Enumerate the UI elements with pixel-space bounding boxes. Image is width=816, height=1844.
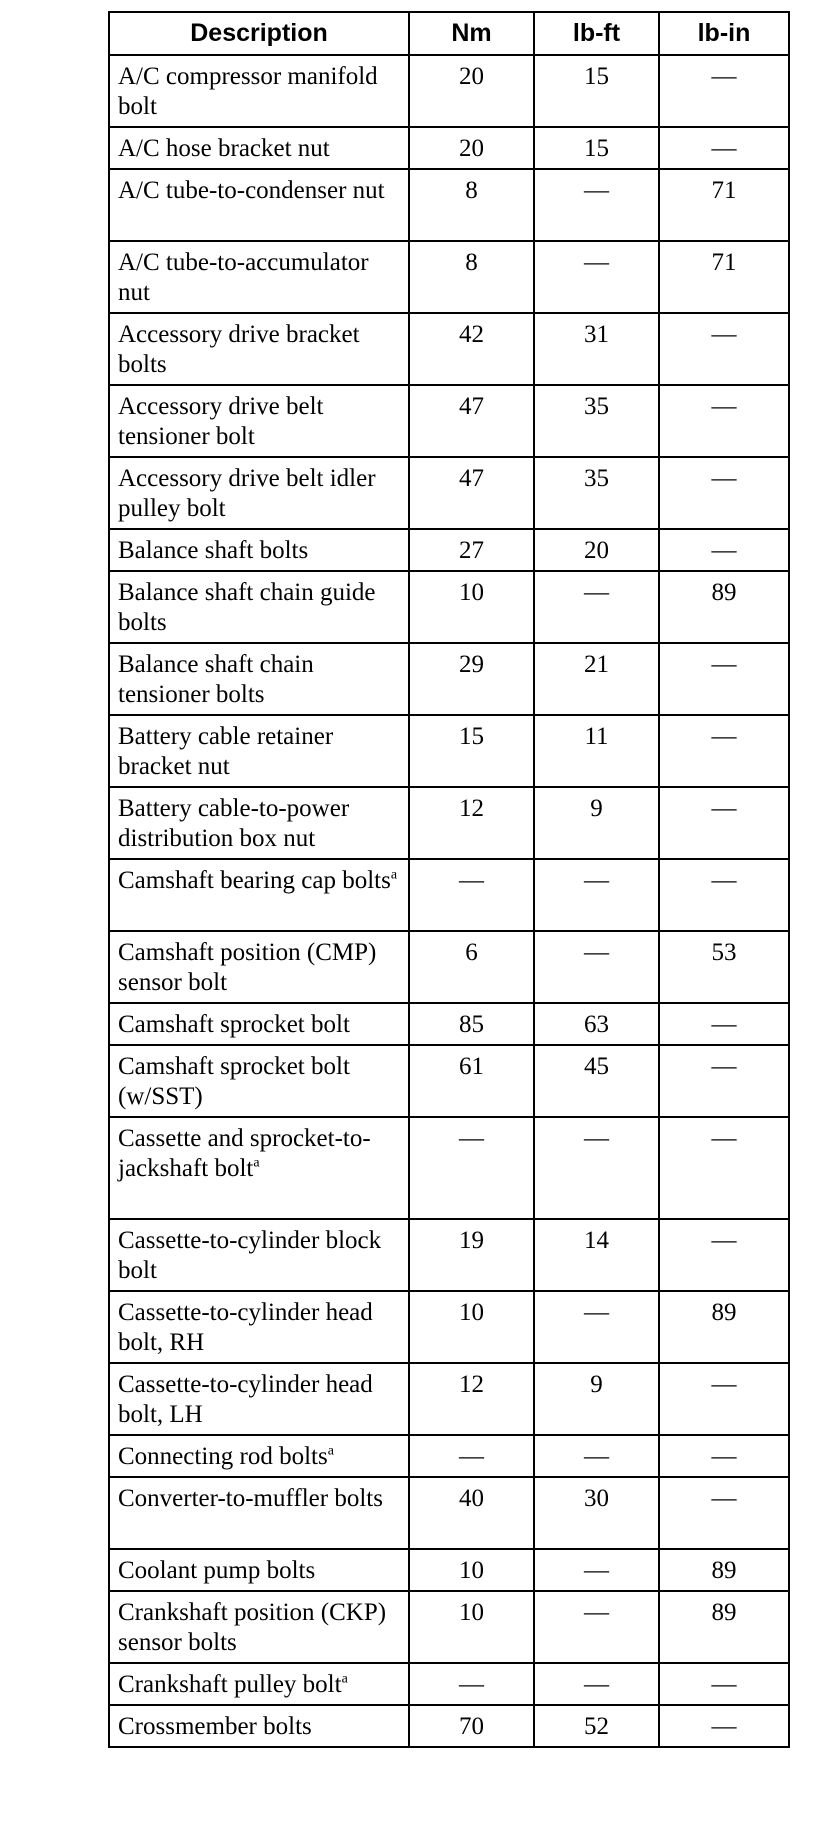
header-row — [109, 12, 789, 55]
footnote-marker: a — [341, 1671, 348, 1687]
table-row — [109, 241, 789, 313]
description-text: Crankshaft pulley bolt — [118, 1671, 342, 1698]
lbft-cell: — — [534, 1591, 659, 1663]
lbft-cell: — — [534, 169, 659, 241]
nm-cell: — — [409, 1435, 534, 1477]
table-row — [109, 1291, 789, 1363]
description-text: Balance shaft bolts — [118, 537, 309, 564]
lbin-cell: 89 — [659, 1291, 789, 1363]
table-row — [109, 127, 789, 169]
nm-cell: 27 — [409, 529, 534, 571]
lbft-cell: 52 — [534, 1705, 659, 1747]
lbin-cell: — — [659, 55, 789, 127]
description-cell — [109, 1705, 409, 1747]
description-text: Cassette-to-cylinder block bolt — [118, 1227, 382, 1284]
description-text: Cassette-to-cylinder head bolt, LH — [118, 1371, 373, 1428]
header-lbin: lb-in — [659, 12, 789, 55]
lbin-cell: — — [659, 313, 789, 385]
description-cell — [109, 859, 409, 931]
description-text: Crossmember bolts — [118, 1713, 312, 1740]
description-cell — [109, 127, 409, 169]
nm-cell: 12 — [409, 787, 534, 859]
description-text: Balance shaft chain guide bolts — [118, 579, 376, 636]
lbin-cell: — — [659, 859, 789, 931]
description-cell — [109, 1291, 409, 1363]
lbin-cell: 53 — [659, 931, 789, 1003]
nm-cell: 15 — [409, 715, 534, 787]
nm-cell: 10 — [409, 1549, 534, 1591]
table-row — [109, 1477, 789, 1549]
table-row — [109, 55, 789, 127]
nm-cell: — — [409, 1663, 534, 1705]
lbin-cell: — — [659, 1705, 789, 1747]
footnote-marker: a — [390, 867, 398, 883]
table-row — [109, 1435, 789, 1477]
table-row — [109, 1045, 789, 1117]
lbin-cell: 71 — [659, 169, 789, 241]
description-cell — [109, 385, 409, 457]
lbft-cell: — — [534, 241, 659, 313]
description-text: Crankshaft position (CKP) sensor bolts — [118, 1599, 387, 1656]
lbft-cell: 31 — [534, 313, 659, 385]
table-row — [109, 1591, 789, 1663]
description-cell — [109, 715, 409, 787]
lbft-cell: 63 — [534, 1003, 659, 1045]
lbft-cell: 15 — [534, 55, 659, 127]
description-cell — [109, 1549, 409, 1591]
lbin-cell: — — [659, 787, 789, 859]
table-row — [109, 529, 789, 571]
description-text: Coolant pump bolts — [118, 1557, 316, 1584]
description-cell — [109, 55, 409, 127]
description-text: Battery cable retainer bracket nut — [118, 723, 334, 780]
lbin-cell: — — [659, 127, 789, 169]
lbin-cell: 89 — [659, 1549, 789, 1591]
nm-cell: 8 — [409, 169, 534, 241]
description-cell — [109, 1003, 409, 1045]
lbin-cell: 89 — [659, 571, 789, 643]
header-nm: Nm — [409, 12, 534, 55]
nm-cell: 6 — [409, 931, 534, 1003]
description-text: Battery cable-to-power distribution box nut — [118, 795, 350, 852]
nm-cell: 40 — [409, 1477, 534, 1549]
description-cell — [109, 1663, 409, 1705]
lbin-cell: — — [659, 1219, 789, 1291]
description-text: A/C hose bracket nut — [118, 135, 330, 162]
nm-cell: 10 — [409, 1591, 534, 1663]
table-row — [109, 715, 789, 787]
table-row — [109, 1363, 789, 1435]
lbft-cell: — — [534, 1117, 659, 1219]
table-row — [109, 859, 789, 931]
description-text: A/C tube-to-condenser nut — [118, 177, 385, 204]
lbin-cell: 71 — [659, 241, 789, 313]
table-row — [109, 1219, 789, 1291]
nm-cell: 19 — [409, 1219, 534, 1291]
lbft-cell: 35 — [534, 385, 659, 457]
table-row — [109, 1117, 789, 1219]
nm-cell: 47 — [409, 385, 534, 457]
lbft-cell: 35 — [534, 457, 659, 529]
description-text: Connecting rod bolts — [118, 1443, 328, 1470]
lbin-cell: — — [659, 1663, 789, 1705]
torque-specification-table — [108, 11, 790, 1748]
lbft-cell: — — [534, 859, 659, 931]
lbin-cell: 89 — [659, 1591, 789, 1663]
table-row — [109, 1663, 789, 1705]
nm-cell: — — [409, 1117, 534, 1219]
description-text: Cassette-to-cylinder head bolt, RH — [118, 1299, 373, 1356]
description-cell — [109, 457, 409, 529]
lbft-cell: 15 — [534, 127, 659, 169]
footnote-marker: a — [253, 1155, 260, 1171]
header-lbft: lb-ft — [534, 12, 659, 55]
lbft-cell: 21 — [534, 643, 659, 715]
table-row — [109, 1549, 789, 1591]
description-cell — [109, 1435, 409, 1477]
table-row — [109, 1705, 789, 1747]
description-cell — [109, 931, 409, 1003]
nm-cell: 10 — [409, 1291, 534, 1363]
description-text: Converter-to-muffler bolts — [118, 1485, 383, 1512]
lbin-cell: — — [659, 457, 789, 529]
description-cell — [109, 1045, 409, 1117]
lbin-cell: — — [659, 1117, 789, 1219]
table-row — [109, 571, 789, 643]
description-cell — [109, 313, 409, 385]
description-cell — [109, 571, 409, 643]
lbft-cell: 30 — [534, 1477, 659, 1549]
lbft-cell: 14 — [534, 1219, 659, 1291]
table-row — [109, 643, 789, 715]
lbin-cell: — — [659, 529, 789, 571]
description-text: Balance shaft chain tensioner bolts — [118, 651, 314, 708]
table-row — [109, 457, 789, 529]
table-row — [109, 313, 789, 385]
table-row — [109, 931, 789, 1003]
lbft-cell: — — [534, 931, 659, 1003]
nm-cell: 85 — [409, 1003, 534, 1045]
description-cell — [109, 1117, 409, 1219]
nm-cell: 20 — [409, 127, 534, 169]
description-cell — [109, 241, 409, 313]
description-text: A/C tube-to-accumulator nut — [118, 249, 369, 306]
description-cell — [109, 1219, 409, 1291]
description-text: A/C compressor manifold bolt — [118, 63, 378, 120]
lbin-cell: — — [659, 643, 789, 715]
lbft-cell: 11 — [534, 715, 659, 787]
description-text: Accessory drive bracket bolts — [118, 321, 360, 378]
description-text: Camshaft sprocket bolt — [118, 1011, 350, 1038]
description-text: Camshaft sprocket bolt (w/SST) — [118, 1053, 350, 1110]
table-row — [109, 787, 789, 859]
lbft-cell: — — [534, 1549, 659, 1591]
description-cell — [109, 169, 409, 241]
lbft-cell: — — [534, 1291, 659, 1363]
description-text: Accessory drive belt tensioner bolt — [118, 393, 324, 450]
nm-cell: 8 — [409, 241, 534, 313]
header-description: Description — [109, 12, 409, 55]
lbin-cell: — — [659, 1435, 789, 1477]
nm-cell: 42 — [409, 313, 534, 385]
nm-cell: 10 — [409, 571, 534, 643]
description-cell — [109, 529, 409, 571]
table-row — [109, 169, 789, 241]
description-text: Camshaft bearing cap bolts — [118, 867, 391, 894]
description-cell — [109, 1477, 409, 1549]
lbft-cell: 9 — [534, 787, 659, 859]
lbft-cell: 20 — [534, 529, 659, 571]
lbft-cell: 9 — [534, 1363, 659, 1435]
lbin-cell: — — [659, 1045, 789, 1117]
description-cell — [109, 1591, 409, 1663]
nm-cell: 20 — [409, 55, 534, 127]
lbin-cell: — — [659, 385, 789, 457]
footnote-marker: a — [327, 1443, 334, 1459]
table-row — [109, 1003, 789, 1045]
description-text: Accessory drive belt idler pulley bolt — [118, 465, 376, 522]
nm-cell: 47 — [409, 457, 534, 529]
lbft-cell: — — [534, 1435, 659, 1477]
lbin-cell: — — [659, 715, 789, 787]
nm-cell: 70 — [409, 1705, 534, 1747]
description-text: Camshaft position (CMP) sensor bolt — [118, 939, 377, 996]
description-cell — [109, 787, 409, 859]
lbin-cell: — — [659, 1363, 789, 1435]
nm-cell: 29 — [409, 643, 534, 715]
nm-cell: — — [409, 859, 534, 931]
nm-cell: 61 — [409, 1045, 534, 1117]
table-row — [109, 385, 789, 457]
description-text: Cassette and sprocket-to-jackshaft bolt — [118, 1125, 371, 1182]
lbft-cell: — — [534, 571, 659, 643]
description-cell — [109, 643, 409, 715]
lbin-cell: — — [659, 1477, 789, 1549]
description-cell — [109, 1363, 409, 1435]
lbin-cell: — — [659, 1003, 789, 1045]
lbft-cell: — — [534, 1663, 659, 1705]
nm-cell: 12 — [409, 1363, 534, 1435]
lbft-cell: 45 — [534, 1045, 659, 1117]
